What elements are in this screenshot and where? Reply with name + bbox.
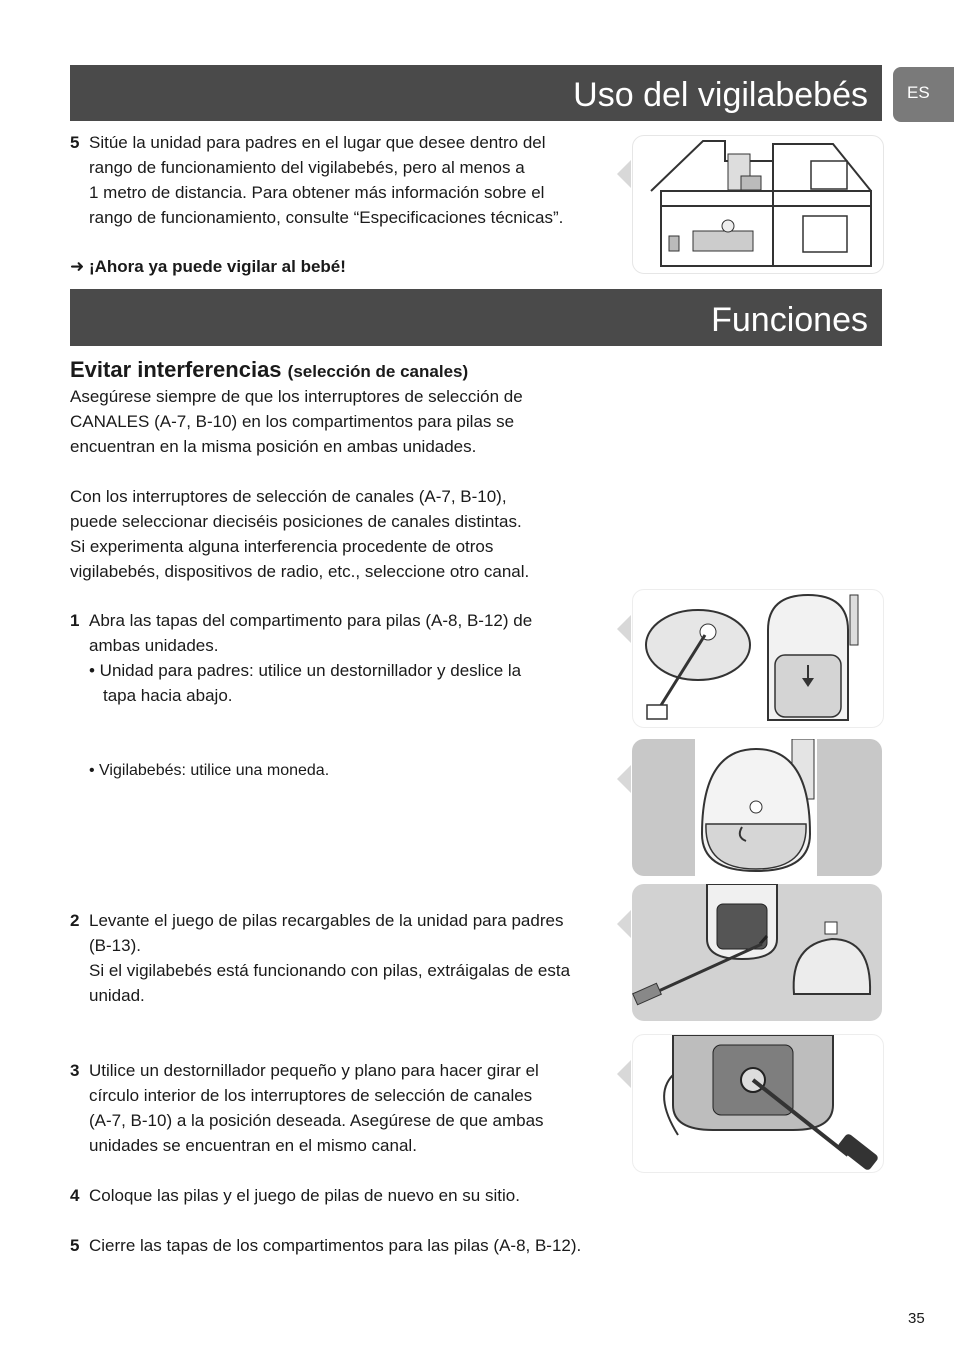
- step-text-line: unidad.: [89, 986, 145, 1005]
- step-number: 1: [70, 611, 80, 630]
- battery-pack-removal-illustration: [632, 884, 882, 1021]
- step-text-line: Coloque las pilas y el juego de pilas de nuevo en su sitio.: [89, 1186, 520, 1205]
- section-title: Funciones: [711, 301, 868, 339]
- result-text: ➜ ¡Ahora ya puede vigilar al bebé!: [70, 257, 346, 276]
- section-banner-uso: [70, 65, 882, 121]
- figure-pointer: [617, 1060, 631, 1088]
- channel-switch-illustration: [632, 1034, 884, 1173]
- step-text-line: círculo interior de los interruptores de selección de canales: [89, 1086, 533, 1105]
- paragraph-line: CANALES (A-7, B-10) en los compartimentos para pilas se: [70, 412, 515, 431]
- step-number: 4: [70, 1186, 80, 1205]
- figure-pointer: [617, 160, 631, 188]
- paragraph-line: Con los interruptores de selección de canales (A-7, B-10),: [70, 487, 507, 506]
- step-number: 2: [70, 911, 80, 930]
- paragraph-line: Asegúrese siempre de que los interruptores de selección de: [70, 387, 523, 406]
- step-text-line: (A-7, B-10) a la posición deseada. Asegúrese de que ambas: [89, 1111, 544, 1130]
- figure-pointer: [617, 615, 631, 643]
- page-number: 35: [908, 1310, 925, 1327]
- step-text-line: 1 metro de distancia. Para obtener más información sobre el: [89, 183, 545, 202]
- paragraph-line: vigilabebés, dispositivos de radio, etc., seleccione otro canal.: [70, 562, 530, 581]
- paragraph-line: Si experimenta alguna interferencia procedente de otros: [70, 537, 494, 556]
- paragraph-line: puede seleccionar dieciséis posiciones de canales distintas.: [70, 512, 522, 531]
- page-title: Uso del vigilabebés: [573, 76, 868, 114]
- step-text-line: rango de funcionamiento del vigilabebés, pero al menos a: [89, 158, 525, 177]
- parent-unit-screwdriver-illustration: [632, 589, 884, 728]
- step-text-line: Levante el juego de pilas recargables de la unidad para padres: [89, 911, 564, 930]
- step-number: 5: [70, 133, 80, 152]
- step-text-line: Cierre las tapas de los compartimentos para las pilas (A-8, B-12).: [89, 1236, 582, 1255]
- step-text-line: (B-13).: [89, 936, 141, 955]
- paragraph-line: encuentran en la misma posición en ambas unidades.: [70, 437, 477, 456]
- step-text-line: rango de funcionamiento, consulte “Especificaciones técnicas”.: [89, 208, 564, 227]
- step-text-line: unidades se encuentran en el mismo canal.: [89, 1136, 417, 1155]
- figure-pointer: [617, 910, 631, 938]
- step-text-line: Abra las tapas del compartimento para pilas (A-8, B-12) de: [89, 611, 533, 630]
- language-tab: ES: [893, 67, 954, 122]
- bullet-line: • Vigilabebés: utilice una moneda.: [89, 762, 330, 779]
- figure-pointer: [617, 765, 631, 793]
- baby-unit-coin-illustration: [632, 739, 882, 876]
- bullet-line: • Unidad para padres: utilice un destornillador y deslice la: [89, 661, 522, 680]
- house-illustration: [632, 135, 884, 274]
- step-number: 5: [70, 1236, 80, 1255]
- step-text-line: ambas unidades.: [89, 636, 219, 655]
- bullet-line: tapa hacia abajo.: [103, 686, 233, 705]
- step-number: 3: [70, 1061, 80, 1080]
- step-text-line: Sitúe la unidad para padres en el lugar que desee dentro del: [89, 133, 546, 152]
- step-text-line: Utilice un destornillador pequeño y plano para hacer girar el: [89, 1061, 539, 1080]
- section-banner-funciones: [70, 289, 882, 346]
- step-text-line: Si el vigilabebés está funcionando con pilas, extráigalas de esta: [89, 961, 571, 980]
- subsection-heading: Evitar interferencias (selección de canales): [70, 357, 469, 382]
